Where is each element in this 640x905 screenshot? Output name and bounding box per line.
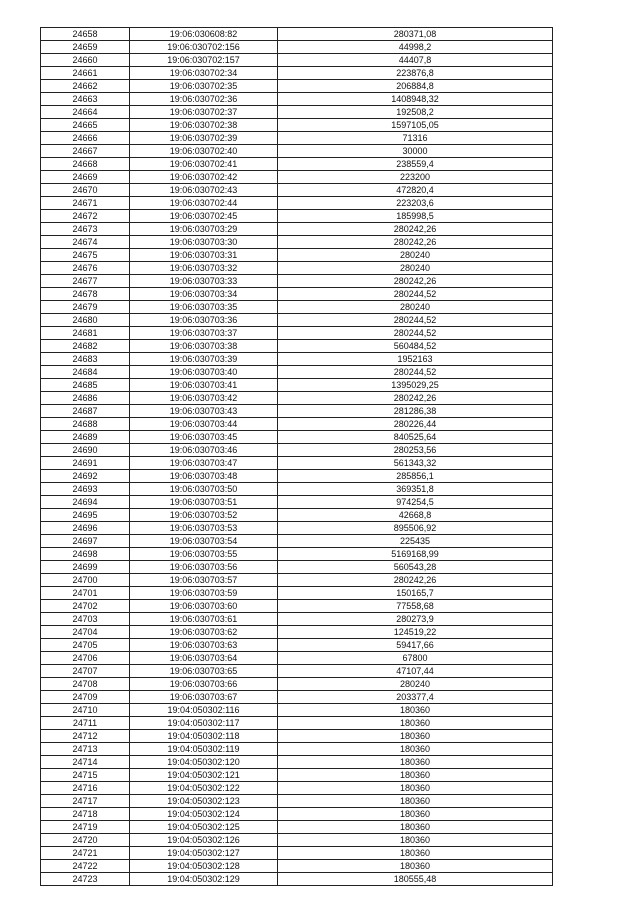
table-row: [41, 717, 553, 730]
row-number-cell: 24704: [41, 626, 130, 639]
value-cell: 369351,8: [278, 483, 553, 496]
value-cell: 280240: [278, 301, 553, 314]
row-number-cell: 24679: [41, 301, 130, 314]
table-row: [41, 327, 553, 340]
cadastral-number-cell: 19:06:030703:60: [130, 600, 278, 613]
table-row: [41, 119, 553, 132]
row-number-cell: 24680: [41, 314, 130, 327]
row-number-cell: 24720: [41, 834, 130, 847]
row-number-cell: 24709: [41, 691, 130, 704]
cadastral-number-cell: 19:04:050302:126: [130, 834, 278, 847]
cadastral-number-cell: 19:06:030703:31: [130, 249, 278, 262]
cadastral-number-cell: 19:06:030703:43: [130, 405, 278, 418]
value-cell: 561343,32: [278, 457, 553, 470]
row-number-cell: 24681: [41, 327, 130, 340]
value-cell: 223203,6: [278, 197, 553, 210]
data-table: [40, 27, 553, 886]
value-cell: 223876,8: [278, 67, 553, 80]
row-number-cell: 24664: [41, 106, 130, 119]
row-number-cell: 24694: [41, 496, 130, 509]
table-row: [41, 548, 553, 561]
value-cell: 238559,4: [278, 158, 553, 171]
table-row: [41, 769, 553, 782]
row-number-cell: 24687: [41, 405, 130, 418]
cadastral-number-cell: 19:04:050302:122: [130, 782, 278, 795]
cadastral-number-cell: 19:06:030703:36: [130, 314, 278, 327]
table-row: [41, 54, 553, 67]
value-cell: 1408948,32: [278, 93, 553, 106]
table-row: [41, 457, 553, 470]
cadastral-number-cell: 19:06:030703:50: [130, 483, 278, 496]
cadastral-number-cell: 19:04:050302:123: [130, 795, 278, 808]
cadastral-number-cell: 19:04:050302:127: [130, 847, 278, 860]
value-cell: 280242,26: [278, 236, 553, 249]
value-cell: 47107,44: [278, 665, 553, 678]
value-cell: 44407,8: [278, 54, 553, 67]
value-cell: 280244,52: [278, 327, 553, 340]
cadastral-number-cell: 19:06:030703:48: [130, 470, 278, 483]
value-cell: 180360: [278, 808, 553, 821]
row-number-cell: 24662: [41, 80, 130, 93]
row-number-cell: 24671: [41, 197, 130, 210]
row-number-cell: 24690: [41, 444, 130, 457]
row-number-cell: 24685: [41, 379, 130, 392]
table-body: [41, 28, 553, 886]
value-cell: 895506,92: [278, 522, 553, 535]
table-row: [41, 756, 553, 769]
cadastral-number-cell: 19:04:050302:120: [130, 756, 278, 769]
table-row: [41, 704, 553, 717]
cadastral-number-cell: 19:06:030702:39: [130, 132, 278, 145]
value-cell: 150165,7: [278, 587, 553, 600]
row-number-cell: 24717: [41, 795, 130, 808]
table-row: [41, 431, 553, 444]
row-number-cell: 24692: [41, 470, 130, 483]
table-row: [41, 626, 553, 639]
cadastral-number-cell: 19:06:030703:29: [130, 223, 278, 236]
cadastral-number-cell: 19:06:030703:39: [130, 353, 278, 366]
table-row: [41, 678, 553, 691]
value-cell: 180360: [278, 756, 553, 769]
cadastral-number-cell: 19:06:030703:63: [130, 639, 278, 652]
row-number-cell: 24676: [41, 262, 130, 275]
table-row: [41, 652, 553, 665]
row-number-cell: 24675: [41, 249, 130, 262]
table-row: [41, 28, 553, 41]
row-number-cell: 24684: [41, 366, 130, 379]
cadastral-number-cell: 19:06:030703:38: [130, 340, 278, 353]
value-cell: 280242,26: [278, 223, 553, 236]
value-cell: 180360: [278, 860, 553, 873]
table-row: [41, 210, 553, 223]
cadastral-number-cell: 19:04:050302:121: [130, 769, 278, 782]
cadastral-number-cell: 19:06:030703:51: [130, 496, 278, 509]
table-row: [41, 392, 553, 405]
value-cell: 180360: [278, 769, 553, 782]
cadastral-number-cell: 19:04:050302:116: [130, 704, 278, 717]
table-row: [41, 574, 553, 587]
table-row: [41, 535, 553, 548]
value-cell: 44998,2: [278, 41, 553, 54]
table-row: [41, 600, 553, 613]
table-row: [41, 93, 553, 106]
table-row: [41, 171, 553, 184]
table-row: [41, 873, 553, 886]
value-cell: 180555,48: [278, 873, 553, 886]
table-row: [41, 379, 553, 392]
table-row: [41, 561, 553, 574]
cadastral-number-cell: 19:06:030702:43: [130, 184, 278, 197]
row-number-cell: 24721: [41, 847, 130, 860]
row-number-cell: 24674: [41, 236, 130, 249]
row-number-cell: 24699: [41, 561, 130, 574]
table-row: [41, 509, 553, 522]
value-cell: 280242,26: [278, 574, 553, 587]
row-number-cell: 24683: [41, 353, 130, 366]
table-row: [41, 730, 553, 743]
value-cell: 206884,8: [278, 80, 553, 93]
row-number-cell: 24718: [41, 808, 130, 821]
cadastral-number-cell: 19:06:030703:57: [130, 574, 278, 587]
row-number-cell: 24659: [41, 41, 130, 54]
value-cell: 280273,9: [278, 613, 553, 626]
cadastral-number-cell: 19:06:030702:38: [130, 119, 278, 132]
cadastral-number-cell: 19:06:030702:40: [130, 145, 278, 158]
table-row: [41, 80, 553, 93]
value-cell: 280240: [278, 678, 553, 691]
row-number-cell: 24666: [41, 132, 130, 145]
value-cell: 124519,22: [278, 626, 553, 639]
value-cell: 30000: [278, 145, 553, 158]
row-number-cell: 24707: [41, 665, 130, 678]
value-cell: 77558,68: [278, 600, 553, 613]
row-number-cell: 24700: [41, 574, 130, 587]
cadastral-number-cell: 19:06:030703:37: [130, 327, 278, 340]
row-number-cell: 24689: [41, 431, 130, 444]
cadastral-number-cell: 19:06:030703:41: [130, 379, 278, 392]
row-number-cell: 24695: [41, 509, 130, 522]
cadastral-number-cell: 19:06:030703:40: [130, 366, 278, 379]
cadastral-number-cell: 19:06:030703:32: [130, 262, 278, 275]
cadastral-number-cell: 19:06:030702:37: [130, 106, 278, 119]
cadastral-number-cell: 19:04:050302:125: [130, 821, 278, 834]
value-cell: 472820,4: [278, 184, 553, 197]
cadastral-number-cell: 19:06:030703:35: [130, 301, 278, 314]
value-cell: 280371,08: [278, 28, 553, 41]
row-number-cell: 24665: [41, 119, 130, 132]
row-number-cell: 24677: [41, 275, 130, 288]
table-row: [41, 275, 553, 288]
cadastral-number-cell: 19:06:030702:42: [130, 171, 278, 184]
row-number-cell: 24705: [41, 639, 130, 652]
cadastral-number-cell: 19:04:050302:128: [130, 860, 278, 873]
cadastral-number-cell: 19:06:030703:55: [130, 548, 278, 561]
value-cell: 280240: [278, 249, 553, 262]
row-number-cell: 24722: [41, 860, 130, 873]
cadastral-number-cell: 19:04:050302:118: [130, 730, 278, 743]
row-number-cell: 24698: [41, 548, 130, 561]
table-row: [41, 106, 553, 119]
table-row: [41, 262, 553, 275]
value-cell: 280244,52: [278, 366, 553, 379]
cadastral-number-cell: 19:06:030608:82: [130, 28, 278, 41]
value-cell: 5169168,99: [278, 548, 553, 561]
row-number-cell: 24682: [41, 340, 130, 353]
table-row: [41, 782, 553, 795]
table-row: [41, 795, 553, 808]
value-cell: 974254,5: [278, 496, 553, 509]
table-row: [41, 808, 553, 821]
value-cell: 1395029,25: [278, 379, 553, 392]
table-row: [41, 314, 553, 327]
value-cell: 192508,2: [278, 106, 553, 119]
value-cell: 280244,52: [278, 314, 553, 327]
row-number-cell: 24669: [41, 171, 130, 184]
value-cell: 225435: [278, 535, 553, 548]
cadastral-number-cell: 19:06:030703:62: [130, 626, 278, 639]
row-number-cell: 24688: [41, 418, 130, 431]
cadastral-number-cell: 19:06:030703:53: [130, 522, 278, 535]
row-number-cell: 24693: [41, 483, 130, 496]
table-row: [41, 366, 553, 379]
row-number-cell: 24661: [41, 67, 130, 80]
row-number-cell: 24658: [41, 28, 130, 41]
value-cell: 281286,38: [278, 405, 553, 418]
value-cell: 1597105,05: [278, 119, 553, 132]
cadastral-number-cell: 19:06:030703:54: [130, 535, 278, 548]
table-row: [41, 418, 553, 431]
row-number-cell: 24673: [41, 223, 130, 236]
cadastral-number-cell: 19:06:030702:156: [130, 41, 278, 54]
row-number-cell: 24708: [41, 678, 130, 691]
row-number-cell: 24716: [41, 782, 130, 795]
value-cell: 560543,28: [278, 561, 553, 574]
table-row: [41, 197, 553, 210]
row-number-cell: 24670: [41, 184, 130, 197]
row-number-cell: 24702: [41, 600, 130, 613]
row-number-cell: 24663: [41, 93, 130, 106]
table-row: [41, 145, 553, 158]
cadastral-number-cell: 19:04:050302:119: [130, 743, 278, 756]
value-cell: 180360: [278, 743, 553, 756]
row-number-cell: 24697: [41, 535, 130, 548]
table-row: [41, 67, 553, 80]
cadastral-number-cell: 19:06:030702:35: [130, 80, 278, 93]
table-row: [41, 522, 553, 535]
cadastral-number-cell: 19:06:030703:67: [130, 691, 278, 704]
row-number-cell: 24668: [41, 158, 130, 171]
value-cell: 203377,4: [278, 691, 553, 704]
row-number-cell: 24686: [41, 392, 130, 405]
cadastral-number-cell: 19:06:030702:157: [130, 54, 278, 67]
cadastral-number-cell: 19:06:030703:45: [130, 431, 278, 444]
value-cell: 180360: [278, 795, 553, 808]
value-cell: 285856,1: [278, 470, 553, 483]
table-row: [41, 301, 553, 314]
cadastral-number-cell: 19:06:030703:44: [130, 418, 278, 431]
table-row: [41, 184, 553, 197]
value-cell: 59417,66: [278, 639, 553, 652]
row-number-cell: 24667: [41, 145, 130, 158]
cadastral-number-cell: 19:06:030703:66: [130, 678, 278, 691]
row-number-cell: 24719: [41, 821, 130, 834]
row-number-cell: 24696: [41, 522, 130, 535]
cadastral-number-cell: 19:06:030703:33: [130, 275, 278, 288]
value-cell: 180360: [278, 730, 553, 743]
value-cell: 180360: [278, 717, 553, 730]
cadastral-number-cell: 19:06:030703:46: [130, 444, 278, 457]
table-row: [41, 587, 553, 600]
value-cell: 280242,26: [278, 275, 553, 288]
value-cell: 42668,8: [278, 509, 553, 522]
cadastral-number-cell: 19:06:030702:45: [130, 210, 278, 223]
row-number-cell: 24678: [41, 288, 130, 301]
cadastral-number-cell: 19:06:030702:44: [130, 197, 278, 210]
value-cell: 180360: [278, 821, 553, 834]
value-cell: 180360: [278, 782, 553, 795]
row-number-cell: 24715: [41, 769, 130, 782]
row-number-cell: 24723: [41, 873, 130, 886]
table-row: [41, 223, 553, 236]
cadastral-number-cell: 19:04:050302:129: [130, 873, 278, 886]
cadastral-number-cell: 19:06:030703:47: [130, 457, 278, 470]
value-cell: 185998,5: [278, 210, 553, 223]
value-cell: 180360: [278, 834, 553, 847]
table-row: [41, 639, 553, 652]
table-row: [41, 665, 553, 678]
value-cell: 280240: [278, 262, 553, 275]
table-row: [41, 444, 553, 457]
row-number-cell: 24706: [41, 652, 130, 665]
table-row: [41, 821, 553, 834]
row-number-cell: 24701: [41, 587, 130, 600]
cadastral-number-cell: 19:06:030703:59: [130, 587, 278, 600]
row-number-cell: 24710: [41, 704, 130, 717]
cadastral-number-cell: 19:06:030702:36: [130, 93, 278, 106]
value-cell: 280242,26: [278, 392, 553, 405]
table-row: [41, 249, 553, 262]
table-row: [41, 288, 553, 301]
value-cell: 223200: [278, 171, 553, 184]
value-cell: 280244,52: [278, 288, 553, 301]
row-number-cell: 24703: [41, 613, 130, 626]
row-number-cell: 24713: [41, 743, 130, 756]
table-row: [41, 236, 553, 249]
table-row: [41, 847, 553, 860]
table-row: [41, 834, 553, 847]
cadastral-number-cell: 19:04:050302:124: [130, 808, 278, 821]
table-row: [41, 158, 553, 171]
row-number-cell: 24712: [41, 730, 130, 743]
cadastral-number-cell: 19:06:030703:64: [130, 652, 278, 665]
cadastral-number-cell: 19:06:030703:42: [130, 392, 278, 405]
value-cell: 560484,52: [278, 340, 553, 353]
table-row: [41, 132, 553, 145]
table-row: [41, 613, 553, 626]
table-row: [41, 743, 553, 756]
table-row: [41, 483, 553, 496]
value-cell: 180360: [278, 847, 553, 860]
value-cell: 280253,56: [278, 444, 553, 457]
table-row: [41, 860, 553, 873]
value-cell: 1952163: [278, 353, 553, 366]
cadastral-number-cell: 19:04:050302:117: [130, 717, 278, 730]
table-row: [41, 340, 553, 353]
cadastral-number-cell: 19:06:030703:30: [130, 236, 278, 249]
value-cell: 71316: [278, 132, 553, 145]
cadastral-number-cell: 19:06:030702:41: [130, 158, 278, 171]
row-number-cell: 24660: [41, 54, 130, 67]
cadastral-number-cell: 19:06:030703:65: [130, 665, 278, 678]
value-cell: 180360: [278, 704, 553, 717]
row-number-cell: 24691: [41, 457, 130, 470]
table-row: [41, 470, 553, 483]
cadastral-number-cell: 19:06:030703:52: [130, 509, 278, 522]
value-cell: 840525,64: [278, 431, 553, 444]
row-number-cell: 24672: [41, 210, 130, 223]
table-row: [41, 41, 553, 54]
cadastral-number-cell: 19:06:030703:56: [130, 561, 278, 574]
row-number-cell: 24714: [41, 756, 130, 769]
table-row: [41, 353, 553, 366]
row-number-cell: 24711: [41, 717, 130, 730]
table-row: [41, 405, 553, 418]
table-row: [41, 496, 553, 509]
value-cell: 67800: [278, 652, 553, 665]
table-row: [41, 691, 553, 704]
cadastral-number-cell: 19:06:030703:34: [130, 288, 278, 301]
value-cell: 280226,44: [278, 418, 553, 431]
cadastral-number-cell: 19:06:030703:61: [130, 613, 278, 626]
cadastral-number-cell: 19:06:030702:34: [130, 67, 278, 80]
